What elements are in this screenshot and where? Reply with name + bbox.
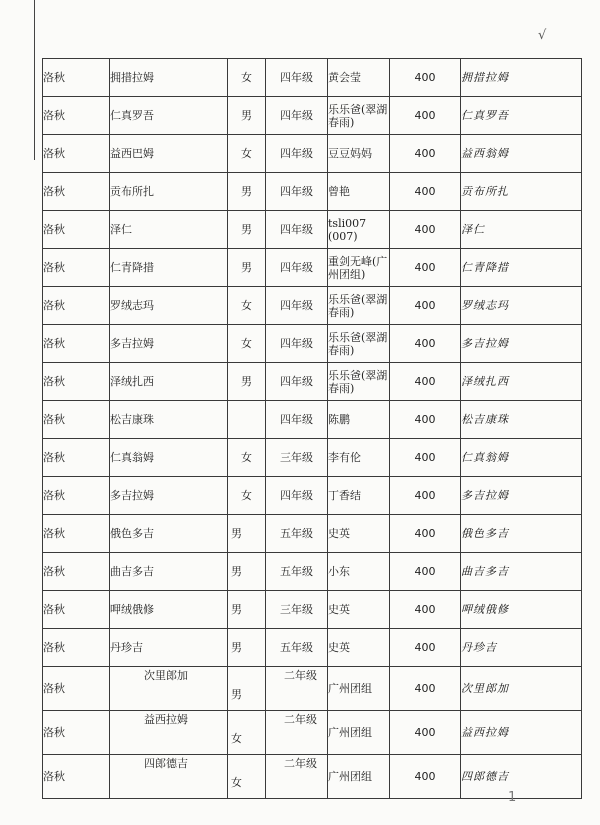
table-row: [43, 515, 582, 553]
gender-cell: 女: [228, 477, 266, 515]
amount-cell: 400: [390, 59, 461, 97]
student-name: 泽仁: [110, 211, 228, 249]
grade-cell: 二年级: [266, 667, 328, 711]
amount-cell: 400: [390, 325, 461, 363]
sponsor-cell: 黄会莹: [328, 59, 390, 97]
student-name: 拥措拉姆: [110, 59, 228, 97]
table-row: [43, 439, 582, 477]
grade-cell: 四年级: [266, 363, 328, 401]
gender-cell: 女: [228, 135, 266, 173]
student-name: 曲吉多吉: [110, 553, 228, 591]
amount-cell: 400: [390, 401, 461, 439]
gender-cell: 女: [228, 439, 266, 477]
area-cell: 洛秋: [43, 249, 110, 287]
amount-cell: 400: [390, 173, 461, 211]
grade-cell: 四年级: [266, 173, 328, 211]
sponsor-cell: 豆豆妈妈: [328, 135, 390, 173]
sponsor-cell: 小东: [328, 553, 390, 591]
table-row: [43, 211, 582, 249]
signature-cell: 多吉拉姆: [461, 477, 582, 515]
table-row: [43, 755, 582, 799]
grade-cell: 四年级: [266, 211, 328, 249]
student-name: 仁青降措: [110, 249, 228, 287]
grade-cell: 三年级: [266, 591, 328, 629]
signature-cell: 仁真罗吾: [461, 97, 582, 135]
gender-cell: 女: [228, 711, 266, 755]
sponsor-cell: 乐乐爸(翠湖春雨): [328, 287, 390, 325]
student-name: 俄色多吉: [110, 515, 228, 553]
signature-cell: 曲吉多吉: [461, 553, 582, 591]
student-name: 仁真罗吾: [110, 97, 228, 135]
amount-cell: 400: [390, 515, 461, 553]
student-name: 泽绒扎西: [110, 363, 228, 401]
area-cell: 洛秋: [43, 755, 110, 799]
grade-cell: 四年级: [266, 401, 328, 439]
grade-cell: 五年级: [266, 629, 328, 667]
gender-cell: 男: [228, 667, 266, 711]
table-row: [43, 173, 582, 211]
sponsor-cell: 史英: [328, 591, 390, 629]
table-row: [43, 667, 582, 711]
amount-cell: 400: [390, 477, 461, 515]
student-name: 益西巴姆: [110, 135, 228, 173]
grade-cell: 四年级: [266, 325, 328, 363]
gender-cell: [228, 401, 266, 439]
signature-cell: 益西翁姆: [461, 135, 582, 173]
student-sponsor-table: [42, 58, 582, 799]
grade-cell: 四年级: [266, 477, 328, 515]
gender-cell: 男: [228, 97, 266, 135]
area-cell: 洛秋: [43, 591, 110, 629]
area-cell: 洛秋: [43, 325, 110, 363]
sponsor-cell: 广州团组: [328, 755, 390, 799]
amount-cell: 400: [390, 667, 461, 711]
amount-cell: 400: [390, 629, 461, 667]
gender-cell: 女: [228, 59, 266, 97]
student-name: 罗绒志玛: [110, 287, 228, 325]
signature-cell: 次里郎加: [461, 667, 582, 711]
table-row: [43, 135, 582, 173]
signature-cell: 俄色多吉: [461, 515, 582, 553]
signature-cell: 仁真翁姆: [461, 439, 582, 477]
gender-cell: 男: [228, 211, 266, 249]
student-name: 呷绒俄修: [110, 591, 228, 629]
table-row: [43, 401, 582, 439]
grade-cell: 三年级: [266, 439, 328, 477]
student-name: 丹珍吉: [110, 629, 228, 667]
area-cell: 洛秋: [43, 667, 110, 711]
signature-cell: 呷绒俄修: [461, 591, 582, 629]
sponsor-cell: 乐乐爸(翠湖春雨): [328, 97, 390, 135]
area-cell: 洛秋: [43, 211, 110, 249]
amount-cell: 400: [390, 287, 461, 325]
grade-cell: 五年级: [266, 515, 328, 553]
sponsor-cell: 重剑无峰(广州团组): [328, 249, 390, 287]
area-cell: 洛秋: [43, 401, 110, 439]
grade-cell: 二年级: [266, 755, 328, 799]
area-cell: 洛秋: [43, 553, 110, 591]
sponsor-cell: 广州团组: [328, 711, 390, 755]
signature-cell: 仁青降措: [461, 249, 582, 287]
sponsor-cell: tsli007 (007): [328, 211, 390, 249]
table-row: [43, 591, 582, 629]
student-name: 多吉拉姆: [110, 477, 228, 515]
table-row: [43, 287, 582, 325]
signature-cell: 贡布所扎: [461, 173, 582, 211]
footer-mark: 1: [508, 790, 517, 805]
sponsor-cell: 乐乐爸(翠湖春雨): [328, 363, 390, 401]
table-row: [43, 325, 582, 363]
student-name: 松吉康珠: [110, 401, 228, 439]
signature-cell: 松吉康珠: [461, 401, 582, 439]
gender-cell: 女: [228, 755, 266, 799]
area-cell: 洛秋: [43, 287, 110, 325]
table-row: [43, 629, 582, 667]
gender-cell: 男: [228, 249, 266, 287]
table-body: [43, 59, 582, 799]
area-cell: 洛秋: [43, 629, 110, 667]
signature-cell: 多吉拉姆: [461, 325, 582, 363]
table-row: [43, 711, 582, 755]
grade-cell: 四年级: [266, 287, 328, 325]
amount-cell: 400: [390, 711, 461, 755]
area-cell: 洛秋: [43, 173, 110, 211]
amount-cell: 400: [390, 363, 461, 401]
gender-cell: 男: [228, 553, 266, 591]
sponsor-cell: 曾艳: [328, 173, 390, 211]
table-row: [43, 59, 582, 97]
student-name: 益西拉姆: [110, 711, 228, 755]
student-name: 四郎德吉: [110, 755, 228, 799]
table-row: [43, 97, 582, 135]
table-row: [43, 363, 582, 401]
amount-cell: 400: [390, 439, 461, 477]
gender-cell: 男: [228, 629, 266, 667]
table-row: [43, 477, 582, 515]
amount-cell: 400: [390, 755, 461, 799]
area-cell: 洛秋: [43, 711, 110, 755]
signature-cell: 泽绒扎西: [461, 363, 582, 401]
area-cell: 洛秋: [43, 477, 110, 515]
gender-cell: 女: [228, 287, 266, 325]
student-name: 贡布所扎: [110, 173, 228, 211]
grade-cell: 四年级: [266, 135, 328, 173]
gender-cell: 男: [228, 515, 266, 553]
signature-cell: 丹珍吉: [461, 629, 582, 667]
signature-cell: 四郎德吉: [461, 755, 582, 799]
sponsor-cell: 丁香结: [328, 477, 390, 515]
amount-cell: 400: [390, 97, 461, 135]
grade-cell: 二年级: [266, 711, 328, 755]
amount-cell: 400: [390, 211, 461, 249]
table-row: [43, 249, 582, 287]
grade-cell: 五年级: [266, 553, 328, 591]
gender-cell: 男: [228, 591, 266, 629]
sponsor-cell: 史英: [328, 515, 390, 553]
area-cell: 洛秋: [43, 439, 110, 477]
student-name: 多吉拉姆: [110, 325, 228, 363]
sponsor-cell: 史英: [328, 629, 390, 667]
sponsor-cell: 李有伦: [328, 439, 390, 477]
signature-cell: 泽仁: [461, 211, 582, 249]
area-cell: 洛秋: [43, 97, 110, 135]
signature-cell: 罗绒志玛: [461, 287, 582, 325]
gender-cell: 女: [228, 325, 266, 363]
area-cell: 洛秋: [43, 135, 110, 173]
sponsor-cell: 陈鹏: [328, 401, 390, 439]
amount-cell: 400: [390, 249, 461, 287]
amount-cell: 400: [390, 553, 461, 591]
check-mark-icon: √: [538, 28, 547, 43]
signature-cell: 拥措拉姆: [461, 59, 582, 97]
area-cell: 洛秋: [43, 59, 110, 97]
sponsor-cell: 广州团组: [328, 667, 390, 711]
left-margin-line: [34, 0, 35, 160]
grade-cell: 四年级: [266, 97, 328, 135]
signature-cell: 益西拉姆: [461, 711, 582, 755]
student-name: 仁真翁姆: [110, 439, 228, 477]
sponsor-cell: 乐乐爸(翠湖春雨): [328, 325, 390, 363]
area-cell: 洛秋: [43, 363, 110, 401]
gender-cell: 男: [228, 363, 266, 401]
grade-cell: 四年级: [266, 249, 328, 287]
amount-cell: 400: [390, 591, 461, 629]
amount-cell: 400: [390, 135, 461, 173]
table-row: [43, 553, 582, 591]
gender-cell: 男: [228, 173, 266, 211]
area-cell: 洛秋: [43, 515, 110, 553]
student-name: 次里郎加: [110, 667, 228, 711]
grade-cell: 四年级: [266, 59, 328, 97]
